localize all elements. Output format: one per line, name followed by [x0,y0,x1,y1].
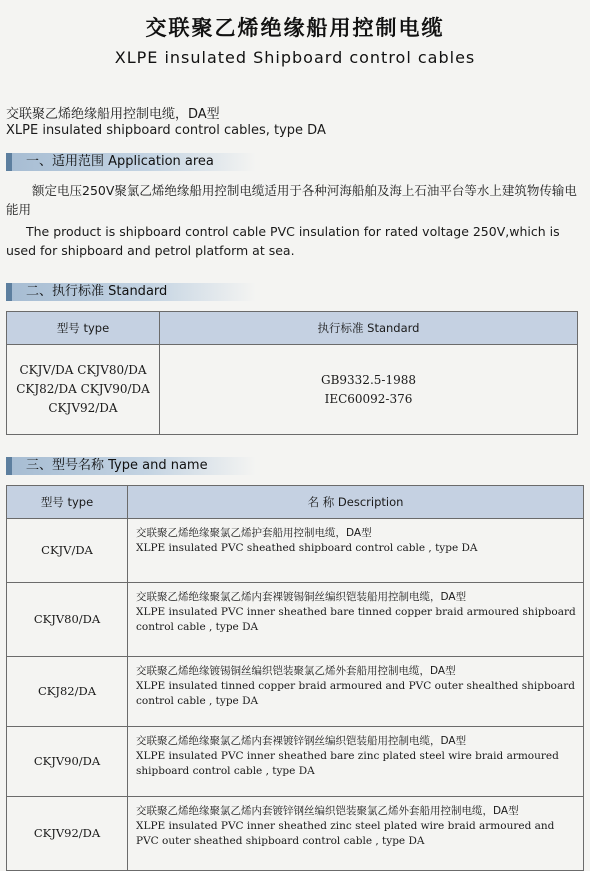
section-heading-type-name: 三、型号名称 Type and name [6,457,256,475]
section-heading-application: 一、适用范围 Application area [6,153,256,171]
description-en: XLPE insulated PVC inner sheathed bare tinned copper braid armoured shipboard control cable , type DA [136,606,576,633]
table-row [7,519,584,583]
model-cell: CKJ82/DA [7,657,128,727]
description-cn: 交联聚乙烯绝缘聚氯乙烯内套裸镀锌钢丝编织铠装船用控制电缆，DA型 [136,735,467,747]
model-cell: CKJV80/DA [7,583,128,657]
description-cell [128,797,584,871]
col-header-type: 型号 type [7,312,160,345]
application-text-cn: 额定电压250V聚氯乙烯绝缘船用控制电缆适用于各种河海船舶及海上石油平台等水上建筑物传输电能用 [6,183,577,217]
table-row [7,345,578,435]
description-en: XLPE insulated tinned copper braid armoured and PVC outer shealthed shipboard control cable , type DA [136,680,576,707]
section-heading-standard: 二、执行标准 Standard [6,283,256,301]
model-cell: CKJV92/DA [7,797,128,871]
description-en: XLPE insulated PVC sheathed shipboard control cable , type DA [136,542,478,554]
col-header-type: 型号 type [7,486,128,519]
description-cell [128,583,584,657]
description-en: XLPE insulated PVC inner sheathed zinc steel plated wire braid armoured and PVC outer sheathed shipboard control cable , type DA [136,820,555,847]
subtitle-en: XLPE insulated shipboard control cables, type DA [6,123,326,138]
standard-line: GB9332.5-1988 [321,372,416,387]
description-cn: 交联聚乙烯绝缘镀锡铜丝编织铠装聚氯乙烯外套船用控制电缆，DA型 [136,665,456,677]
type-line: CKJ82/DA CKJV90/DA [16,382,150,396]
table-row [7,797,584,871]
type-line: CKJV/DA CKJV80/DA [19,363,147,377]
table-row [7,583,584,657]
description-cell [128,657,584,727]
description-cn: 交联聚乙烯绝缘聚氯乙烯内套镀锌钢丝编织铠装聚氯乙烯外套船用控制电缆，DA型 [136,805,519,817]
description-cn: 交联聚乙烯绝缘聚氯乙烯内套裸镀锡铜丝编织铠装船用控制电缆，DA型 [136,591,467,603]
application-text-en: The product is shipboard control cable PVC insulation for rated voltage 250V,which is used for shipboard and petrol platform at sea. [6,224,560,258]
table-header-row [7,486,584,519]
standard-cell [160,345,578,435]
model-cell: CKJV90/DA [7,727,128,797]
page-title-cn: 交联聚乙烯绝缘船用控制电缆 [145,16,445,40]
type-line: CKJV92/DA [48,401,118,415]
type-cell [7,345,160,435]
subtitle-cn: 交联聚乙烯绝缘船用控制电缆，DA型 [6,107,220,122]
model-cell: CKJV/DA [7,519,128,583]
table-row [7,727,584,797]
col-header-description: 名 称 Description [128,486,584,519]
description-cell [128,519,584,583]
description-cell [128,727,584,797]
col-header-standard: 执行标准 Standard [160,312,578,345]
page-title-en: XLPE insulated Shipboard control cables [114,48,476,67]
standard-table [6,311,578,435]
description-en: XLPE insulated PVC inner sheathed bare zinc plated steel wire braid armoured shipboard control cable , type DA [136,750,559,777]
table-header-row [7,312,578,345]
type-name-table [6,485,584,871]
description-cn: 交联聚乙烯绝缘聚氯乙烯护套船用控制电缆，DA型 [136,527,372,539]
standard-line: IEC60092-376 [324,391,413,406]
table-row [7,657,584,727]
